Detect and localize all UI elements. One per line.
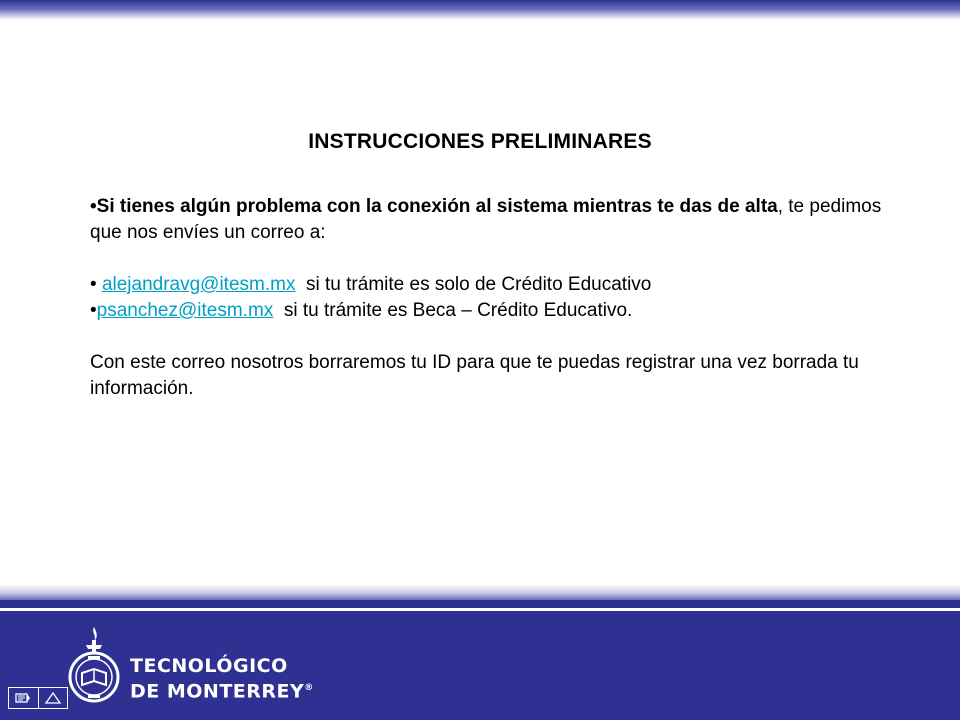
bottom-band: [0, 600, 960, 608]
intro-bold-text: Si tienes algún problema con la conexión al sistema mientras te das de alta: [96, 196, 778, 217]
contact-bullet: •: [90, 300, 97, 321]
footer: [0, 611, 960, 720]
slide-title: INSTRUCCIONES PRELIMINARES: [308, 130, 652, 153]
contact-spacer: [273, 300, 284, 321]
email-link-psanchez[interactable]: psanchez@itesm.mx: [96, 300, 274, 321]
pointer-button[interactable]: [38, 688, 68, 708]
logo-line-2-text: DE MONTERREY: [130, 680, 305, 703]
contact-spacer: [295, 274, 306, 295]
contact-item-2: [90, 298, 890, 324]
closing-paragraph: Con este correo nosotros borraremos tu ID para que te puedas registrar una vez borrada tu información.: [90, 352, 859, 399]
contact-item-1: [90, 272, 890, 298]
contact-bullet: •: [90, 274, 102, 295]
institution-logo-text: [130, 655, 314, 702]
pointer-icon: [44, 692, 62, 704]
contact-description: si tu trámite es Beca – Crédito Educativo.: [283, 300, 633, 321]
spacer: [90, 246, 890, 272]
slide-menu-button[interactable]: [9, 688, 38, 708]
logo-line-1: TECNOLÓGICO: [130, 655, 288, 677]
intro-bullet: •: [90, 196, 97, 217]
logo-line-2: [130, 677, 314, 702]
slide-nav-controls: [8, 687, 68, 709]
institution-seal-icon: [66, 625, 122, 707]
intro-paragraph: [90, 194, 890, 246]
slide-menu-icon: [15, 692, 31, 704]
slide-content: [90, 194, 890, 402]
bottom-gradient-bar: [0, 584, 960, 600]
contact-description: si tu trámite es solo de Crédito Educativo: [306, 274, 652, 295]
intro-rest-text: , te pedimos que nos envíes un correo a:: [90, 196, 882, 243]
email-link-alejandravg[interactable]: alejandravg@itesm.mx: [101, 274, 296, 295]
spacer: [90, 324, 890, 350]
registered-mark: ®: [304, 683, 314, 693]
top-gradient-bar: [0, 0, 960, 20]
